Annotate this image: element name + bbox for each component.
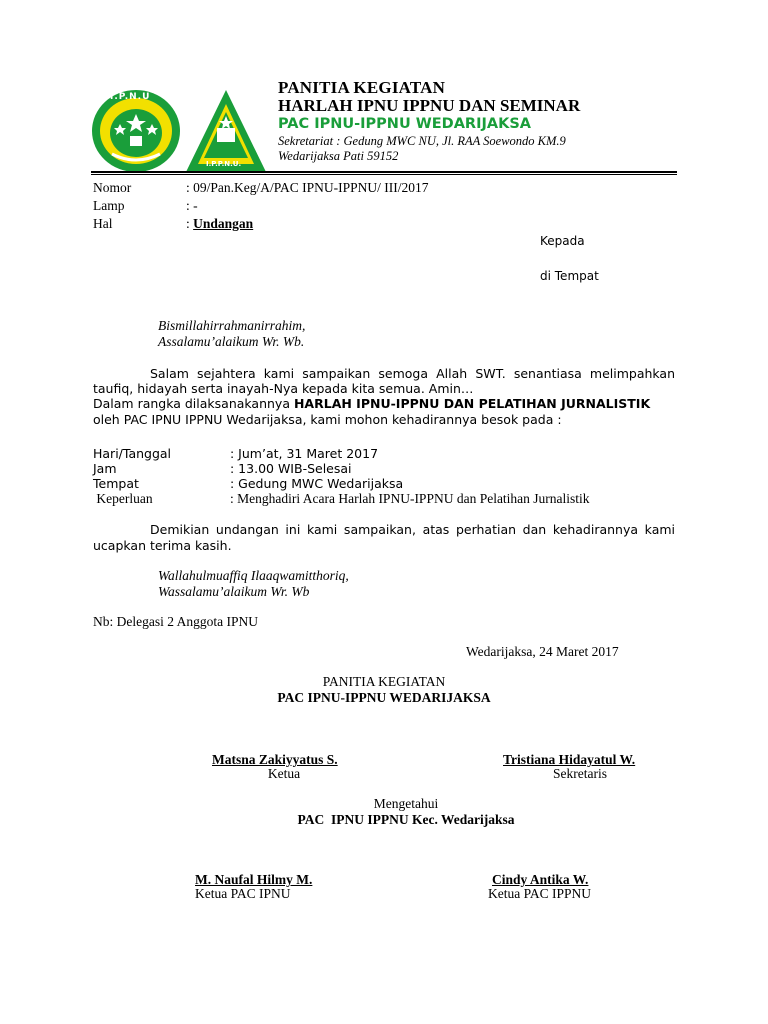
body-p2-line-2: oleh PAC IPNU IPPNU Wedarijaksa, kami mohon kehadirannya besok pada :	[93, 412, 562, 427]
closing-line-1: Demikian undangan ini kami sampaikan, atas perhatian dan kehadirannya kami	[150, 522, 675, 537]
hal-value: Undangan	[193, 216, 254, 231]
hal-label: Hal	[93, 216, 113, 231]
header-rule-thin	[91, 174, 677, 175]
opening-line-2: Assalamu’alaikum Wr. Wb.	[158, 334, 305, 349]
signatory-right-role: Sekretaris	[553, 766, 607, 781]
header-title-2: HARLAH IPNU IPPNU DAN SEMINAR	[278, 96, 581, 115]
committee-line-2: PAC IPNU-IPPNU WEDARIJAKSA	[277, 690, 491, 705]
event-row-value: : 13.00 WIB-Selesai	[230, 461, 352, 476]
body-p2-line-1	[93, 396, 650, 411]
header-org: PAC IPNU-IPPNU WEDARIJAKSA	[278, 116, 531, 132]
signatory-left-name: Matsna Zakiyyatus S.	[212, 752, 338, 767]
event-row-value: : Jum’at, 31 Maret 2017	[230, 446, 379, 461]
header-title-1: PANITIA KEGIATAN	[278, 78, 446, 97]
ippnu-logo-text: I.P.P.N.U.	[206, 160, 242, 168]
leader-right-role: Ketua PAC IPPNU	[488, 886, 592, 901]
body-p2-event-name: HARLAH IPNU-IPPNU DAN PELATIHAN JURNALISTIK	[293, 396, 651, 411]
ipnu-logo-text: I.P.N.U	[110, 92, 151, 102]
recipient-line-1: Kepada	[540, 234, 585, 248]
salam-line-1: Wallahulmuaffiq Ilaaqwamitthoriq,	[158, 568, 349, 583]
body-p1-line-2: taufiq, hidayah serta inayah-Nya kepada kita semua. Amin…	[93, 381, 474, 396]
logos	[90, 88, 268, 174]
hal-colon: :	[186, 216, 194, 231]
salam-line-2: Wassalamu’alaikum Wr. Wb	[158, 584, 310, 599]
body-p2-prefix: Dalam rangka dilaksanakannya	[93, 396, 294, 411]
signatory-left-role: Ketua	[267, 766, 301, 781]
leader-left-role: Ketua PAC IPNU	[195, 886, 291, 901]
event-row-value: : Gedung MWC Wedarijaksa	[230, 476, 404, 491]
event-row-value: : Menghadiri Acara Harlah IPNU-IPPNU dan Pelatihan Jurnalistik	[230, 491, 590, 506]
event-row-label: Hari/Tanggal	[93, 446, 172, 461]
acknowledge-line-1: Mengetahui	[373, 796, 439, 811]
nomor-label: Nomor	[93, 180, 132, 195]
nomor-value: : 09/Pan.Keg/A/PAC IPNU-IPPNU/ III/2017	[186, 180, 429, 195]
leader-left-name: M. Naufal Hilmy M.	[195, 872, 313, 887]
event-row-label: Jam	[93, 461, 117, 476]
date-place: Wedarijaksa, 24 Maret 2017	[466, 644, 619, 659]
lamp-value: : -	[186, 198, 198, 213]
lamp-label: Lamp	[93, 198, 125, 213]
note: Nb: Delegasi 2 Anggota IPNU	[93, 614, 258, 629]
event-row-label: Keperluan	[93, 491, 153, 506]
acknowledge-line-2: PAC IPNU IPPNU Kec. Wedarijaksa	[297, 812, 515, 827]
header-address-1: Sekretariat : Gedung MWC NU, Jl. RAA Soewondo KM.9	[278, 134, 566, 148]
committee-line-1: PANITIA KEGIATAN	[322, 674, 446, 689]
leader-right-name: Cindy Antika W.	[492, 872, 589, 887]
signatory-right-name: Tristiana Hidayatul W.	[503, 752, 636, 767]
hal-line	[186, 216, 253, 232]
header-address-2: Wedarijaksa Pati 59152	[278, 149, 399, 163]
closing-line-2: ucapkan terima kasih.	[93, 538, 232, 553]
body-p1-line-1: Salam sejahtera kami sampaikan semoga Allah SWT. senantiasa melimpahkan	[150, 366, 675, 381]
header-rule	[91, 171, 677, 173]
recipient-line-2: di Tempat	[540, 269, 599, 283]
opening-line-1: Bismillahirrahmanirrahim,	[158, 318, 306, 333]
event-row-label: Tempat	[93, 476, 139, 491]
